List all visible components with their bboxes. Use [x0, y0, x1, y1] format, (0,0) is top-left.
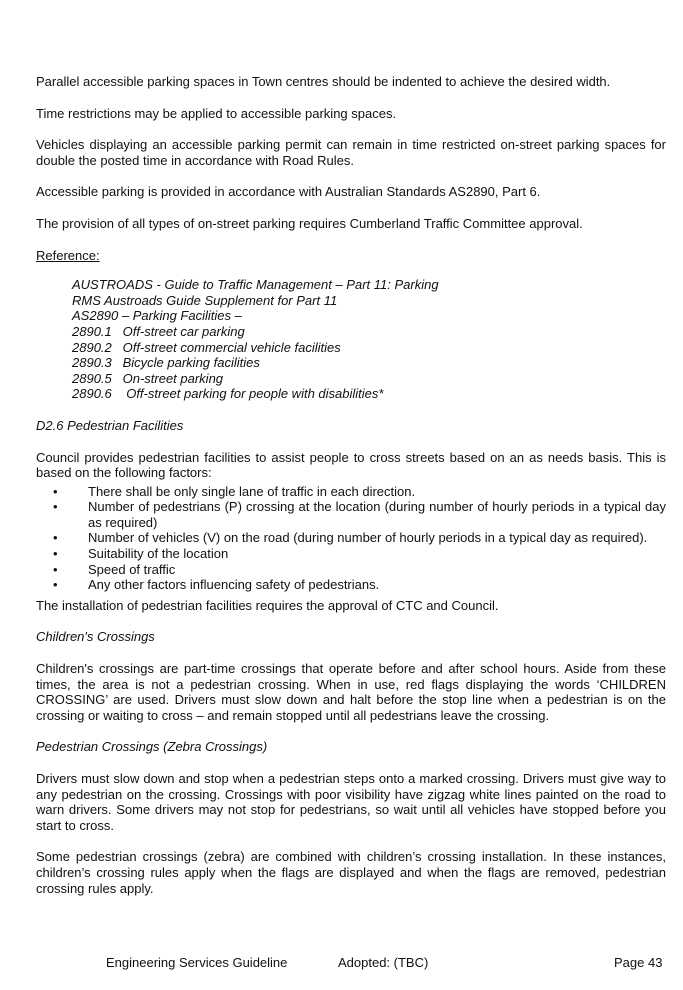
paragraph-pedestrian-intro: Council provides pedestrian facilities to assist people to cross streets based on an as needs basis. This is based on the following factors: [36, 449, 666, 481]
reference-item: 2890.1 Off-street car parking [72, 323, 245, 339]
paragraph-as2890: Accessible parking is provided in accordance with Australian Standards AS2890, Part 6. [36, 184, 541, 200]
factors-list [36, 484, 666, 593]
list-item: • There shall be only single lane of traffic in each direction. [53, 483, 416, 499]
page-footer [0, 955, 683, 973]
section-heading-zebra-crossings: Pedestrian Crossings (Zebra Crossings) [36, 739, 268, 755]
list-item: • Speed of traffic [53, 561, 176, 577]
list-item: • Any other factors influencing safety of pedestrians. [53, 577, 380, 593]
paragraph-zebra-combined: Some pedestrian crossings (zebra) are combined with children’s crossing installation. In these instances, children’s crossing rules apply when the flags are displayed and when the flags are removed, pedestrian crossing rules apply. [36, 849, 666, 896]
bullet-icon: • [53, 483, 58, 499]
document-page [36, 74, 666, 896]
paragraph-permit-time: Vehicles displaying an accessible parking permit can remain in time restricted on-street parking spaces for double the posted time in accordance with Road Rules. [36, 137, 666, 168]
footer-page-number: Page 43 [614, 955, 663, 970]
section-heading-childrens-crossings: Children's Crossings [36, 629, 155, 645]
bullet-icon: • [53, 546, 58, 562]
reference-item: RMS Austroads Guide Supplement for Part 11 [72, 292, 338, 308]
reference-list [72, 277, 666, 402]
reference-item: 2890.6 Off-street parking for people with disabilities* [72, 386, 384, 402]
reference-item: 2890.5 On-street parking [72, 370, 224, 386]
list-item: • Number of pedestrians (P) crossing at the location (during number of hourly periods in a typical day as required) [53, 499, 666, 530]
bullet-icon: • [53, 577, 58, 593]
reference-item: AUSTROADS - Guide to Traffic Management – Part 11: Parking [72, 277, 439, 293]
paragraph-approval: The installation of pedestrian facilities requires the approval of CTC and Council. [36, 597, 499, 613]
reference-title: Reference: [36, 247, 100, 263]
paragraph-zebra-rules: Drivers must slow down and stop when a pedestrian steps onto a marked crossing. Drivers must give way to any pedestrian on the crossing. Crossings with poor visibility have zigzag white lines painted on the road to warn drivers. Some drivers may not stop for pedestrians, so wait until all vehicles have stopped before you start to cross. [36, 771, 666, 833]
reference-item: 2890.2 Off-street commercial vehicle facilities [72, 339, 341, 355]
section-heading-pedestrian-facilities: D2.6 Pedestrian Facilities [36, 417, 184, 433]
paragraph-traffic-committee: The provision of all types of on-street parking requires Cumberland Traffic Committee approval. [36, 215, 583, 231]
list-item: • Number of vehicles (V) on the road (during number of hourly periods in a typical day as required). [53, 530, 648, 546]
footer-document-title: Engineering Services Guideline [106, 955, 288, 970]
reference-item: 2890.3 Bicycle parking facilities [72, 355, 260, 371]
paragraph-time-restrictions: Time restrictions may be applied to accessible parking spaces. [36, 105, 397, 121]
paragraph-childrens-crossings: Children's crossings are part-time crossings that operate before and after school hours. Aside from these times, the area is not a pedestrian crossing. When in use, red flags displaying the words ‘CHILDREN CROSSING’ are used. Drivers must slow down and halt before the stop line when a pedestrian is on the crossing or waiting to cross – and remain stopped until all pedestrians leave the crossing. [36, 661, 666, 723]
bullet-icon: • [53, 499, 58, 515]
bullet-icon: • [53, 530, 58, 546]
reference-item: AS2890 – Parking Facilities – [72, 308, 242, 324]
footer-adopted-status: Adopted: (TBC) [338, 955, 429, 970]
bullet-icon: • [53, 561, 58, 577]
paragraph-indented-parking: Parallel accessible parking spaces in Town centres should be indented to achieve the desired width. [36, 74, 611, 89]
list-item: • Suitability of the location [53, 546, 229, 562]
